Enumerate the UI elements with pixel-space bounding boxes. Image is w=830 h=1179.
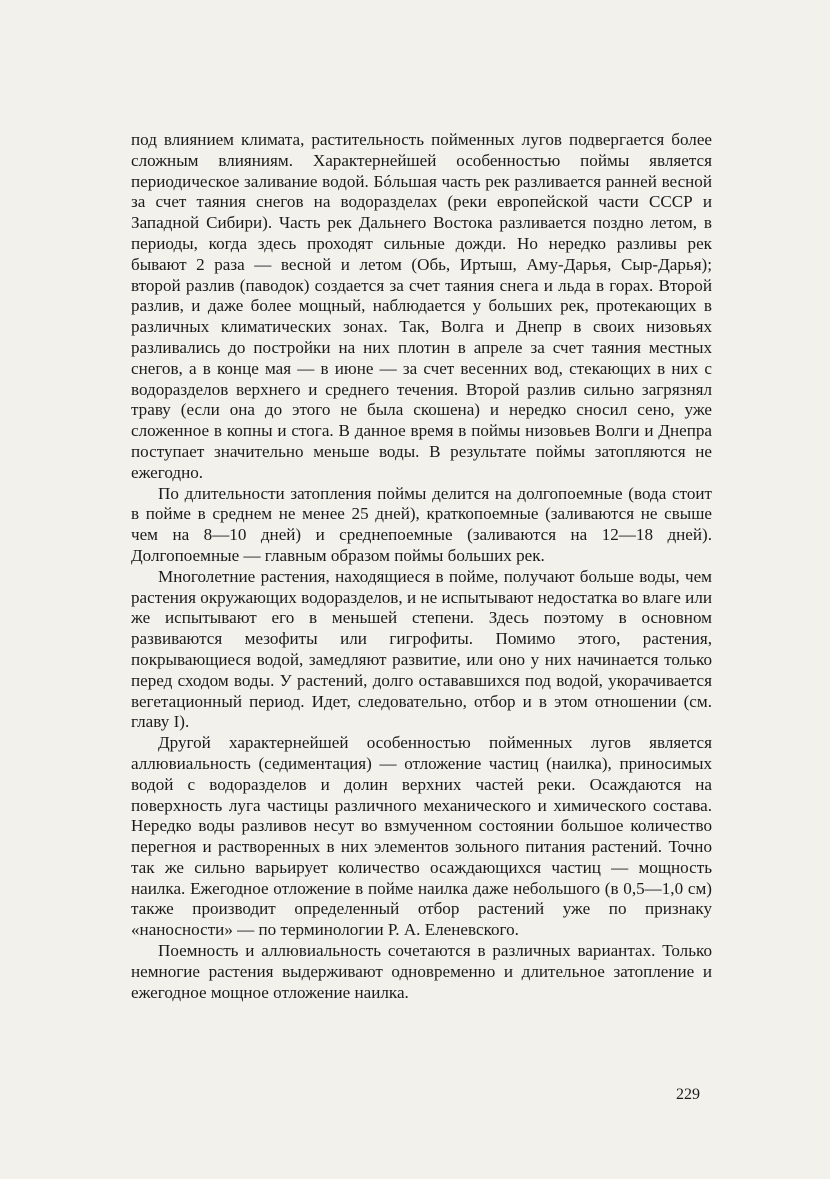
paragraph-2: По длительности затопления поймы делится на долгопоемные (вода стоит в пойме в среднем не менее 25 дней), краткопоемные (заливаются не свыше чем на 8—10 дней) и среднепоемные (заливаются на 12—18 дней). Долгопоемные — главным образом поймы больших рек.	[131, 483, 712, 565]
paragraph-1: под влиянием климата, растительность пойменных лугов подвергается более сложным влияниям. Характернейшей особенностью поймы является периодическое заливание водой. Бóльшая часть рек разливается ранней весной за счет таяния снегов на водоразделах (реки европейской части СССР и Западной Сибири). Часть рек Дальнего Востока разливается поздно летом, в периоды, когда здесь проходят сильные дожди. Но нередко разливы рек бывают 2 раза — весной и летом (Обь, Иртыш, Аму-Дарья, Сыр-Дарья); второй разлив (паводок) создается за счет таяния снега и льда в горах. Второй разлив, и даже более мощный, наблюдается у больших рек, протекающих в различных климатических зонах. Так, Волга и Днепр в своих низовьях разливались до постройки на них плотин в апреле за счет таяния местных снегов, а в конце мая — в июне — за счет весенних вод, стекающих в них с водоразделов верхнего и среднего течения. Второй разлив сильно загрязнял траву (если она до этого не была скошена) и нередко сносил сено, уже сложенное в копны и стога. В данное время в поймы низовьев Волги и Днепра поступает значительно меньше воды. В результате поймы затопляются не ежегодно.	[131, 130, 712, 482]
page-number: 229	[676, 1086, 700, 1103]
body-text	[131, 130, 712, 1003]
paragraph-3: Многолетние растения, находящиеся в пойме, получают больше воды, чем растения окружающих водоразделов, и не испытывают недостатка во влаге или же испытывают его в меньшей степени. Здесь поэтому в основном развиваются мезофиты или гигрофиты. Помимо этого, растения, покрывающиеся водой, замедляют развитие, или оно у них начинается только перед сходом воды. У растений, долго остававшихся под водой, укорачивается вегетационный период. Идет, следовательно, отбор и в этом отношении (см. главу I).	[131, 566, 712, 732]
paragraph-4: Другой характернейшей особенностью пойменных лугов является аллювиальность (седиментация) — отложение частиц (наилка), приносимых водой с водоразделов и долин верхних частей реки. Осаждаются на поверхность луга частицы различного механического и химического состава. Нередко воды разливов несут во взмученном состоянии большое количество перегноя и растворенных в них элементов зольного питания растений. Точно так же сильно варьирует количество осаждающихся частиц — мощность наилка. Ежегодное отложение в пойме наилка даже небольшого (в 0,5—1,0 см) также производит определенный отбор растений уже по признаку «наносности» — по терминологии Р. А. Еленевского.	[131, 733, 712, 940]
paragraph-5: Поемность и аллювиальность сочетаются в различных вариантах. Только немногие растения выдерживают одновременно и длительное затопление и ежегодное мощное отложение наилка.	[131, 941, 712, 1002]
